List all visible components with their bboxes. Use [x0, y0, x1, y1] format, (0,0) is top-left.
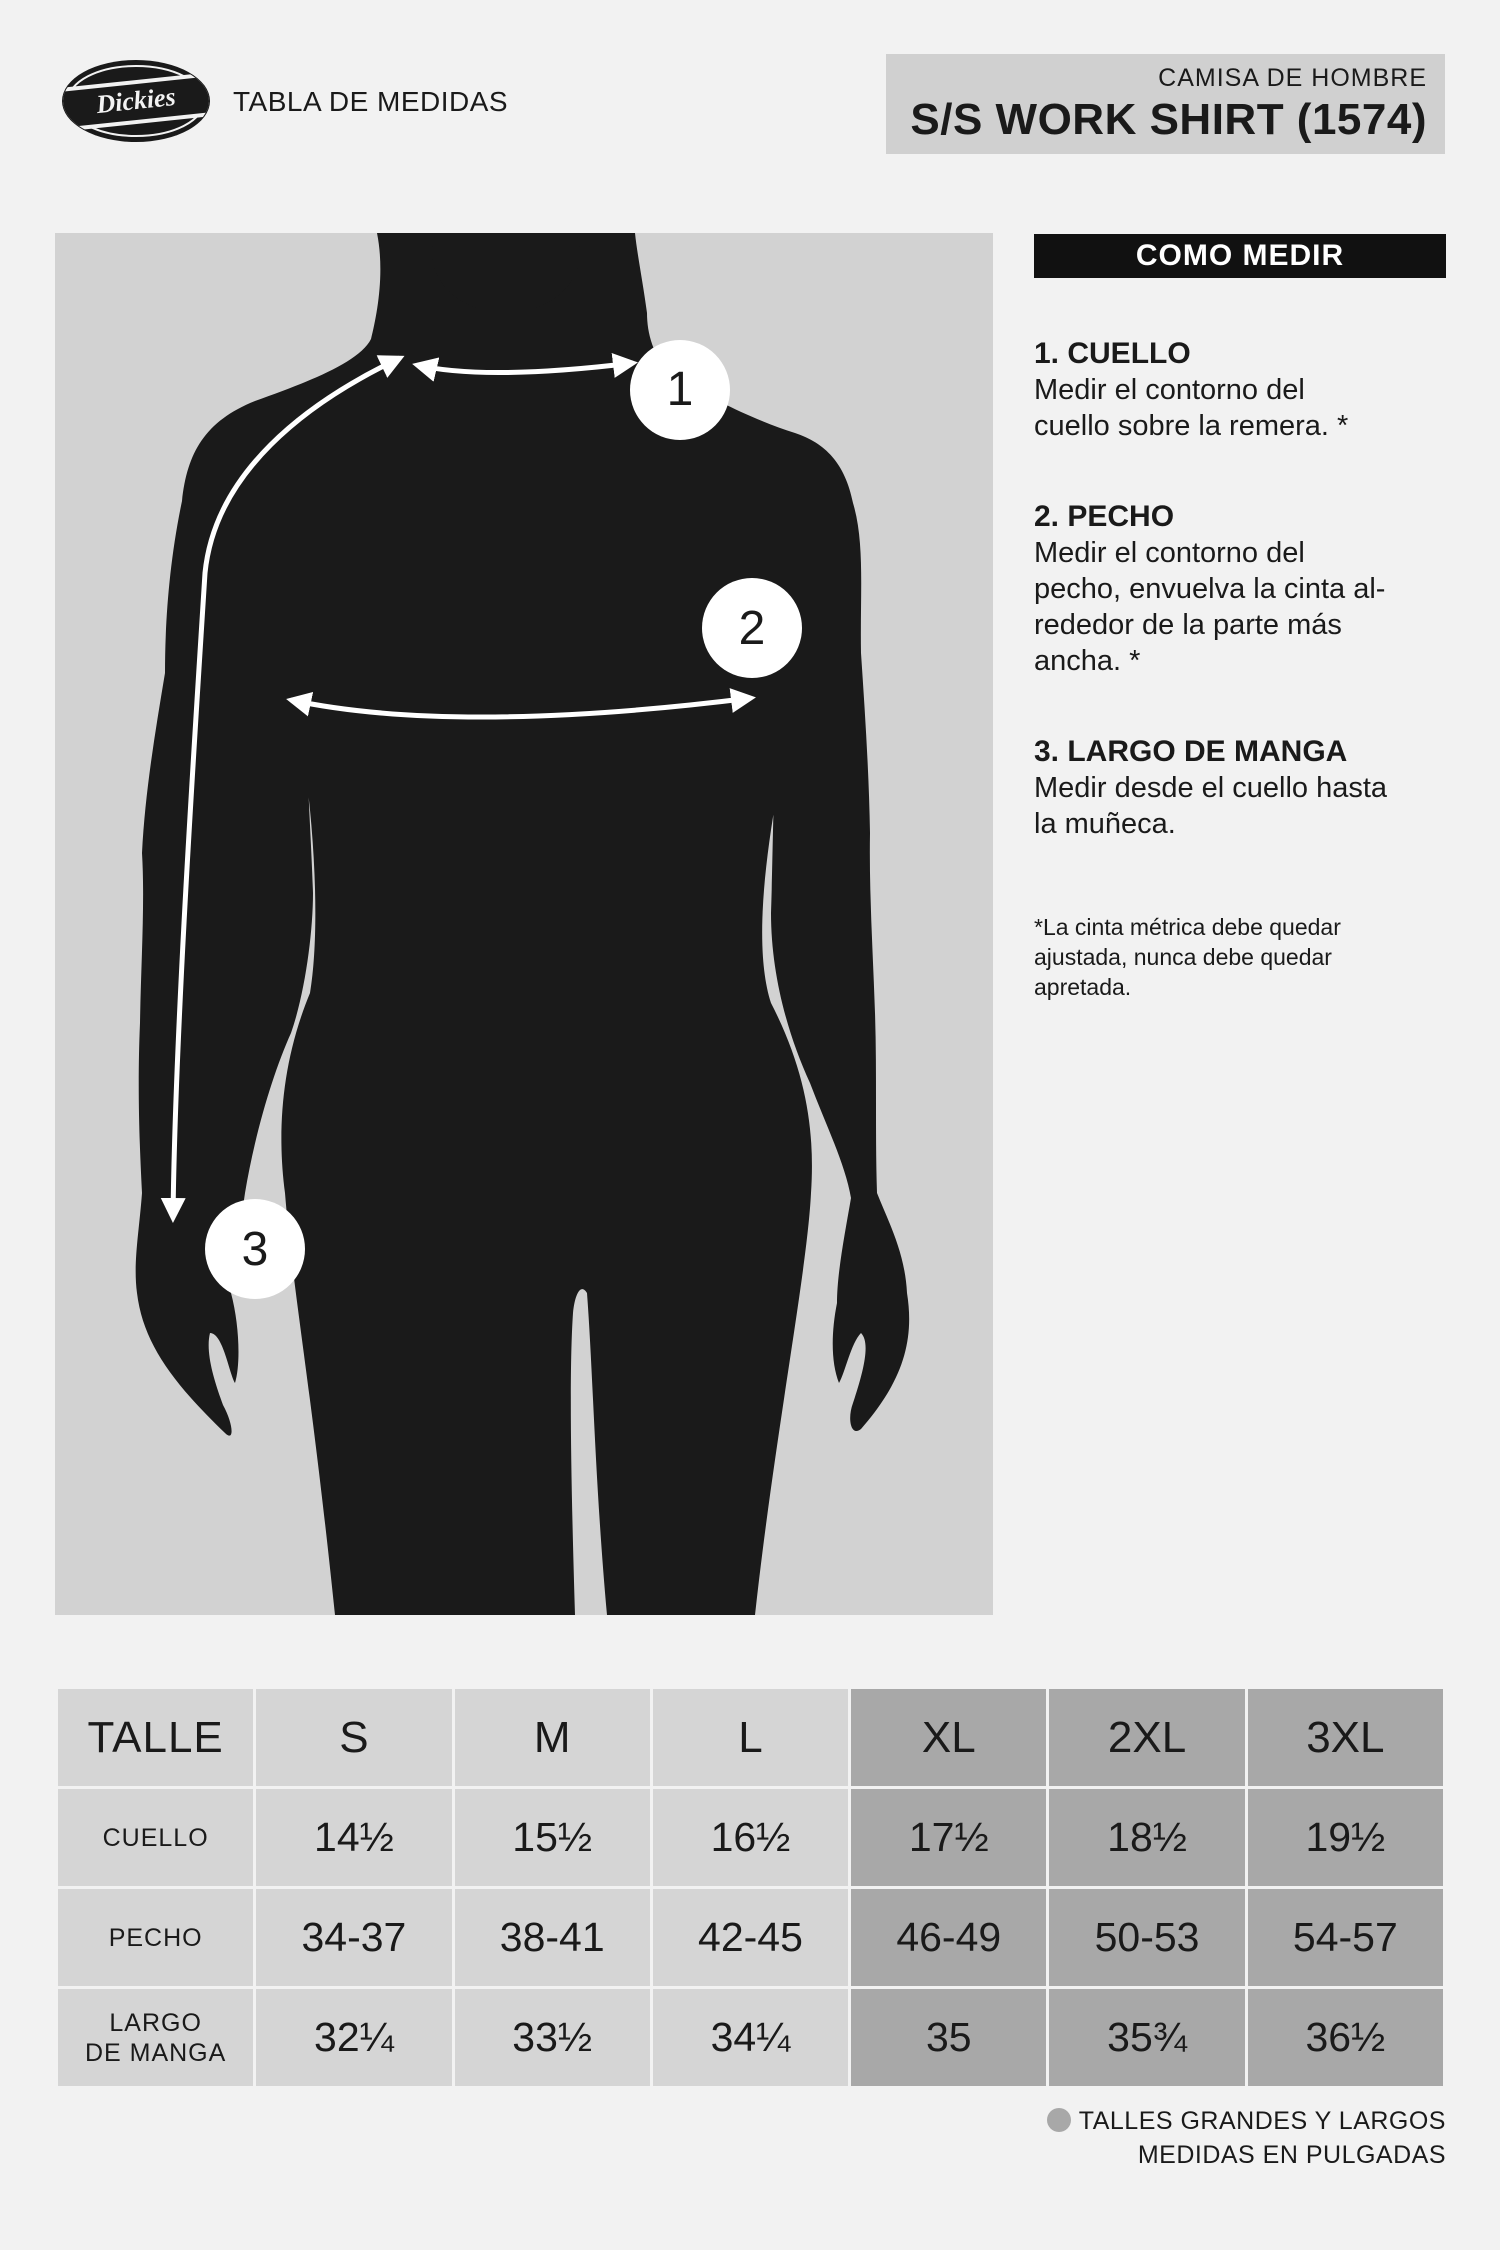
table-cell: 35: [850, 1988, 1048, 2088]
table-row-neck: [57, 1788, 1445, 1888]
step-sleeve: [1034, 734, 1454, 842]
row-label: CUELLO: [57, 1788, 255, 1888]
table-cell: 50-53: [1048, 1888, 1246, 1988]
step-text-line: pecho, envuelva la cinta al-: [1034, 573, 1386, 605]
measurement-figure: [55, 233, 993, 1615]
table-cell: 32¼: [255, 1988, 453, 2088]
marker-1-label: 1: [666, 363, 694, 416]
table-cell: 34-37: [255, 1888, 453, 1988]
page-label: TABLA DE MEDIDAS: [233, 86, 509, 117]
table-cell: 15½: [453, 1788, 651, 1888]
step-title: 3. LARGO DE MANGA: [1034, 735, 1348, 768]
step-text-line: rededor de la parte más: [1034, 609, 1342, 641]
table-cell: 16½: [651, 1788, 849, 1888]
note-line: apretada.: [1034, 974, 1132, 1000]
table-cell: 46-49: [850, 1888, 1048, 1988]
body-silhouette: [136, 233, 909, 1615]
size-row-label: TALLE: [57, 1688, 255, 1788]
size-header-3xl: 3XL: [1246, 1688, 1444, 1788]
title-box: [886, 54, 1445, 154]
note-line: ajustada, nunca debe quedar: [1034, 944, 1332, 970]
step-text-line: Medir el contorno del: [1034, 537, 1305, 569]
gray-dot-icon: [1047, 2108, 1071, 2132]
legend: [1047, 2104, 1446, 2172]
size-header-xl: XL: [850, 1688, 1048, 1788]
tape-note: [1034, 912, 1444, 1002]
step-text-line: la muñeca.: [1034, 808, 1176, 840]
table-cell: 34¼: [651, 1988, 849, 2088]
logo-wordmark: Dickies: [94, 81, 177, 120]
row-label: PECHO: [57, 1888, 255, 1988]
table-header-row: [57, 1688, 1445, 1788]
table-cell: 14½: [255, 1788, 453, 1888]
step-title: 1. CUELLO: [1034, 337, 1191, 370]
dickies-logo: [60, 58, 212, 144]
step-text-line: ancha. *: [1034, 645, 1141, 677]
step-chest: [1034, 499, 1454, 679]
size-table: [55, 1686, 1446, 2089]
table-cell: 17½: [850, 1788, 1048, 1888]
marker-neck: [630, 340, 730, 440]
table-row-chest: [57, 1888, 1445, 1988]
table-cell: 54-57: [1246, 1888, 1444, 1988]
step-text-line: Medir el contorno del: [1034, 374, 1305, 406]
step-title: 2. PECHO: [1034, 500, 1175, 533]
size-header-l: L: [651, 1688, 849, 1788]
marker-chest: [702, 578, 802, 678]
table-cell: 35¾: [1048, 1988, 1246, 2088]
product-title: S/S WORK SHIRT (1574): [910, 95, 1427, 144]
row-label-line: DE MANGA: [84, 2038, 227, 2067]
marker-sleeve: [205, 1199, 305, 1299]
row-label-line: LARGO: [109, 2008, 202, 2037]
legend-big-sizes-label: TALLES GRANDES Y LARGOS: [1078, 2107, 1446, 2135]
table-cell: 36½: [1246, 1988, 1444, 2088]
table-cell: 33½: [453, 1988, 651, 2088]
product-category: CAMISA DE HOMBRE: [1158, 64, 1427, 92]
size-header-m: M: [453, 1688, 651, 1788]
how-to-measure-heading: COMO MEDIR: [1034, 234, 1446, 278]
size-header-2xl: 2XL: [1048, 1688, 1246, 1788]
table-cell: 38-41: [453, 1888, 651, 1988]
table-cell: 18½: [1048, 1788, 1246, 1888]
legend-units: MEDIDAS EN PULGADAS: [1137, 2141, 1446, 2169]
table-row-sleeve: [57, 1988, 1445, 2088]
step-text-line: Medir desde el cuello hasta: [1034, 772, 1388, 804]
note-line: *La cinta métrica debe quedar: [1034, 914, 1341, 940]
marker-2-label: 2: [738, 602, 766, 655]
legend-big-sizes: [1047, 2104, 1446, 2138]
step-text-line: cuello sobre la remera. *: [1034, 410, 1349, 442]
row-label: [57, 1988, 255, 2088]
table-cell: 42-45: [651, 1888, 849, 1988]
table-cell: 19½: [1246, 1788, 1444, 1888]
size-header-s: S: [255, 1688, 453, 1788]
step-neck: [1034, 336, 1454, 444]
marker-3-label: 3: [241, 1223, 269, 1276]
